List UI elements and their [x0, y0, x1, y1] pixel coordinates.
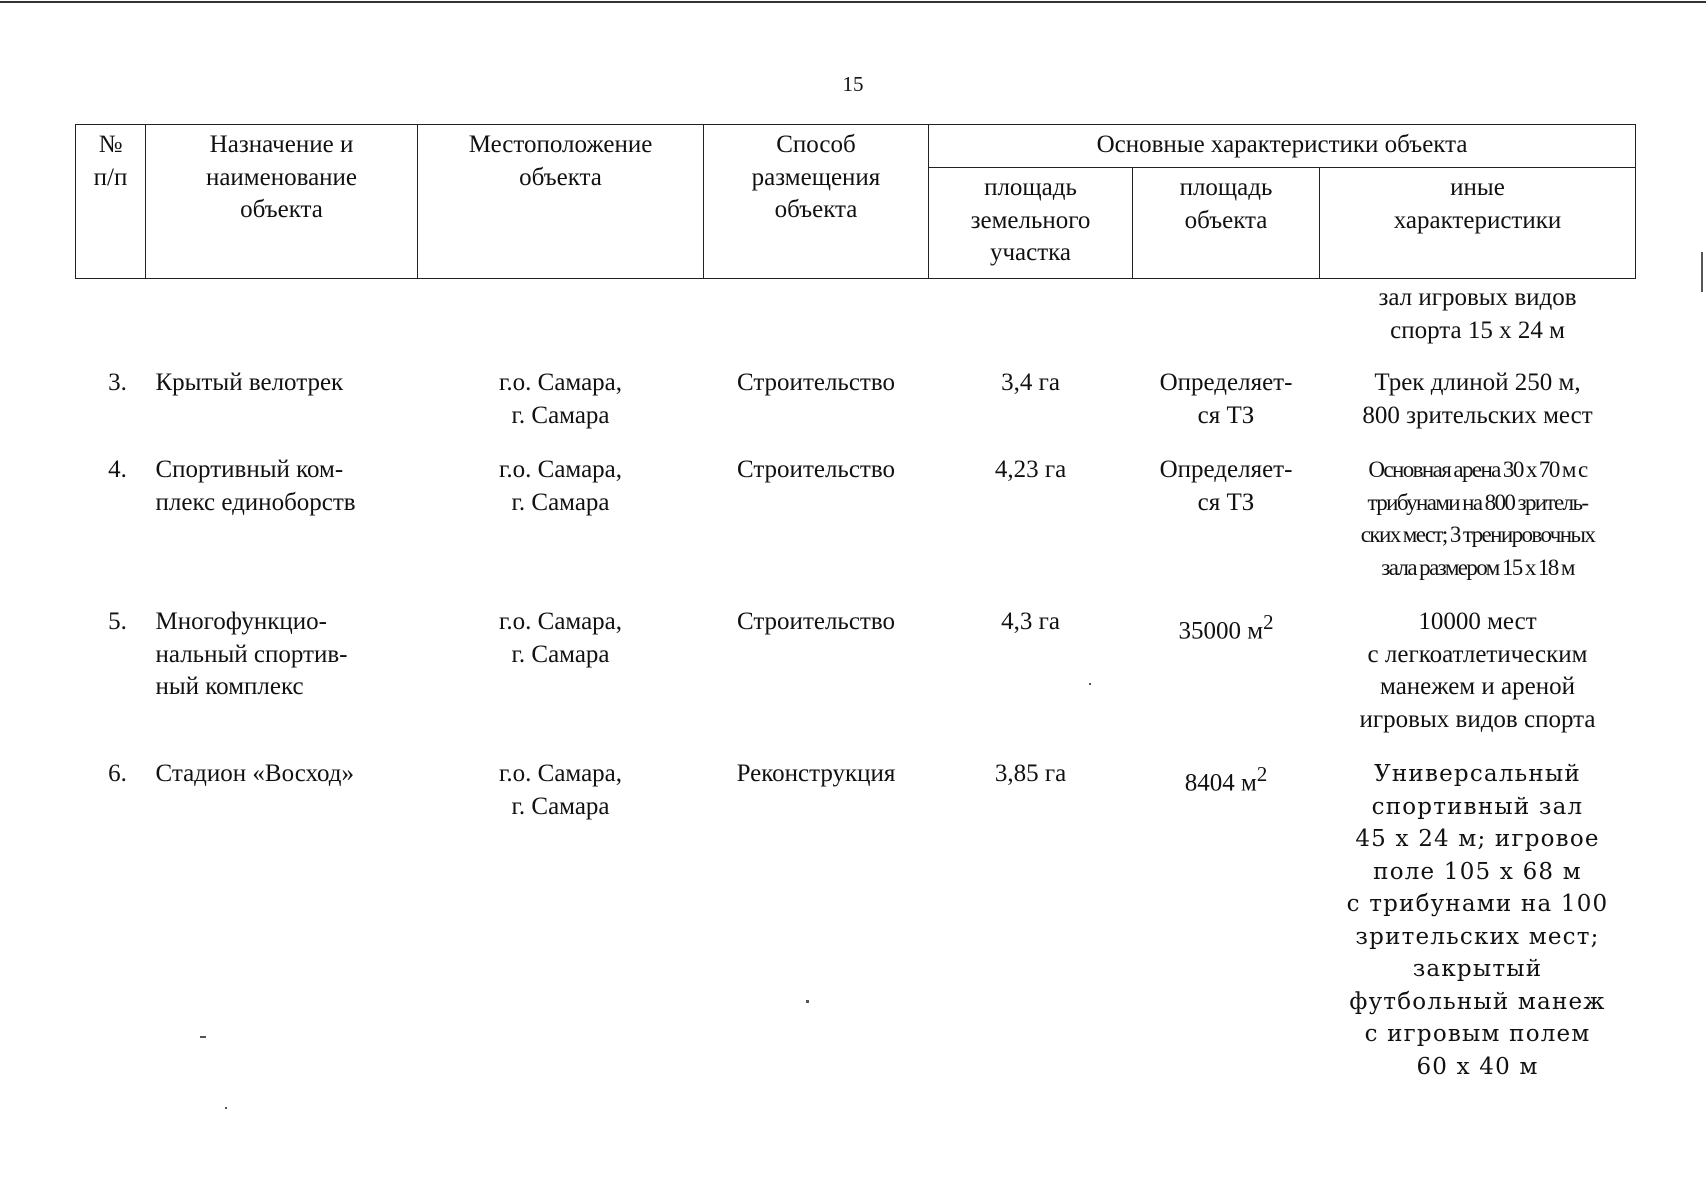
cell-num: 6.: [108, 760, 127, 787]
table-body: [76, 279, 1636, 1096]
cell-other: зал игровых видов спорта 15 х 24 м: [1378, 284, 1577, 344]
cell-land-area: 3,85 га: [994, 760, 1067, 787]
cell-num: 5.: [108, 608, 127, 635]
cell-method: Реконструкция: [736, 760, 896, 787]
cell-other: 10000 мест с легкоатлетическим манежем и ареной игровых видов спорта: [1359, 608, 1596, 733]
cell-name: Стадион «Восход»: [155, 760, 355, 787]
superscript-2: 2: [1256, 762, 1268, 786]
scan-speck: [806, 1000, 809, 1003]
superscript-2: 2: [1263, 610, 1274, 634]
header-characteristics: Основные характеристики объекта: [929, 125, 1636, 168]
object-area-value: 35000 м: [1178, 617, 1264, 645]
header-other: иные характеристики: [1320, 168, 1636, 279]
cell-land-area: 4,3 га: [1001, 608, 1060, 635]
header-name: Назначение и наименование объекта: [146, 125, 418, 279]
cell-num: 3.: [108, 369, 127, 396]
table-row-continuation: [76, 279, 1636, 358]
scan-speck: [225, 1107, 227, 1109]
object-area-value: 8404 м: [1184, 769, 1257, 797]
cell-location: г.о. Самара, г. Самара: [498, 760, 623, 820]
header-method: Способ размещения объекта: [704, 125, 929, 279]
cell-name: Крытый велотрек: [155, 369, 344, 396]
cell-other: Универсальный спортивный зал 45 х 24 м; игровое поле 105 х 68 м с трибунами на 100 зрительских мест; закрытый футбольный манеж с игровым полем 60 х 40 м: [1346, 761, 1609, 1080]
cell-location: г.о. Самара, г. Самара: [498, 608, 623, 668]
cell-num: 4.: [108, 456, 127, 483]
cell-method: Строительство: [736, 456, 895, 483]
scan-speck: [200, 1036, 206, 1038]
header-land-area: площадь земельного участка: [929, 168, 1133, 279]
table-row: [76, 357, 1636, 444]
scan-edge-line: [0, 1, 1706, 3]
page-number: 15: [842, 72, 864, 96]
cell-object-area: [1133, 596, 1320, 748]
cell-object-area: [1133, 748, 1320, 1095]
cell-name: Многофункцио- нальный спортив- ный комплекс: [155, 608, 348, 700]
cell-other: Основная арена 30 х 70 м с трибунами на 800 зритель- ских мест; 3 тренировочных зала размером 15 х 18 м: [1360, 457, 1595, 580]
cell-object-area: Определяет- ся ТЗ: [1159, 456, 1293, 516]
cell-method: Строительство: [736, 369, 895, 396]
header-location: Местоположение объекта: [418, 125, 704, 279]
cell-object-area: Определяет- ся ТЗ: [1159, 369, 1293, 429]
scan-edge-mark: [1701, 252, 1703, 292]
table-row: [76, 444, 1636, 596]
header-object-area: площадь объекта: [1133, 168, 1320, 279]
objects-table: [75, 124, 1636, 1095]
cell-method: Строительство: [736, 608, 895, 635]
cell-other: Трек длиной 250 м, 800 зрительских мест: [1362, 369, 1593, 429]
table-header: [76, 125, 1636, 279]
cell-land-area: 3,4 га: [1001, 369, 1060, 396]
cell-land-area: 4,23 га: [994, 456, 1067, 483]
cell-name: Спортивный ком- плекс единоборств: [155, 456, 356, 516]
table-row: [76, 748, 1636, 1095]
scan-speck: [1089, 683, 1091, 685]
table-row: [76, 596, 1636, 748]
cell-location: г.о. Самара, г. Самара: [498, 456, 623, 516]
header-num: № п/п: [76, 125, 146, 279]
cell-location: г.о. Самара, г. Самара: [498, 369, 623, 429]
